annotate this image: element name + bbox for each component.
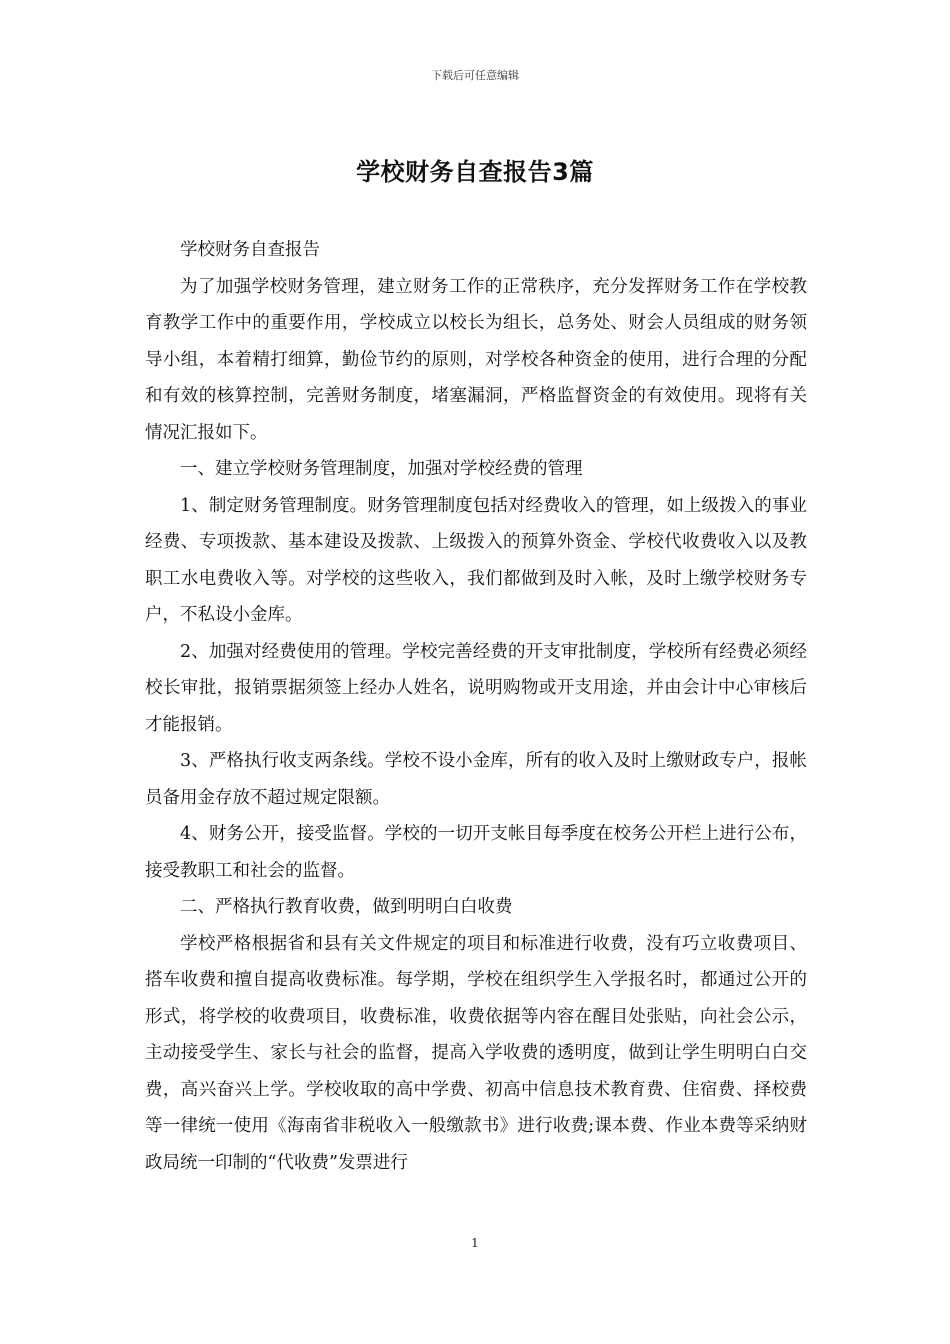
paragraph-item-1: 1、制定财务管理制度。财务管理制度包括对经费收入的管理，如上级拨入的事业经费、专项拨款、基本建设及拨款、上级拨入的预算外资金、学校代收费收入以及教职工水电费收入等。对学校的这些收入，我们都做到及时入帐，及时上缴学校财务专户，不私设小金库。 [145,495,807,625]
document-title: 学校财务自查报告3篇 [356,158,594,186]
paragraph-subtitle: 学校财务自查报告 [180,240,320,260]
header-note: 下载后可任意编辑 [431,69,519,82]
page-number: 1 [471,1236,479,1250]
paragraph-item-3: 3、严格执行收支两条线。学校不设小金库，所有的收入及时上缴财政专户，报帐员备用金存放不超过规定限额。 [145,751,807,808]
section-heading-1: 一、建立学校财务管理制度，加强对学校经费的管理 [180,459,583,479]
paragraph-item-2: 2、加强对经费使用的管理。学校完善经费的开支审批制度，学校所有经费必须经校长审批，报销票据须签上经办人姓名，说明购物或开支用途，并由会计中心审核后才能报销。 [145,641,807,735]
document-body [145,232,807,1181]
paragraph-fees: 学校严格根据省和县有关文件规定的项目和标准进行收费，没有巧立收费项目、搭车收费和擅自提高收费标准。每学期，学校在组织学生入学报名时，都通过公开的形式，将学校的收费项目，收费标准，收费依据等内容在醒目处张贴，向社会公示，主动接受学生、家长与社会的监督，提高入学收费的透明度，做到让学生明明白白交费，高兴奋兴上学。学校收取的高中学费、初高中信息技术教育费、住宿费、择校费等一律统一使用《海南省非税收入一般缴款书》进行收费;课本费、作业本费等采纳财政局统一印制的“代收费”发票进行 [145,933,807,1173]
paragraph-intro: 为了加强学校财务管理，建立财务工作的正常秩序，充分发挥财务工作在学校教育教学工作中的重要作用，学校成立以校长为组长，总务处、财会人员组成的财务领导小组，本着精打细算，勤俭节约的原则，对学校各种资金的使用，进行合理的分配和有效的核算控制，完善财务制度，堵塞漏洞，严格监督资金的有效使用。现将有关情况汇报如下。 [145,276,807,443]
paragraph-item-4: 4、财务公开，接受监督。学校的一切开支帐目每季度在校务公开栏上进行公布，接受教职工和社会的监督。 [145,824,807,881]
section-heading-2: 二、严格执行教育收费，做到明明白白收费 [180,897,513,917]
